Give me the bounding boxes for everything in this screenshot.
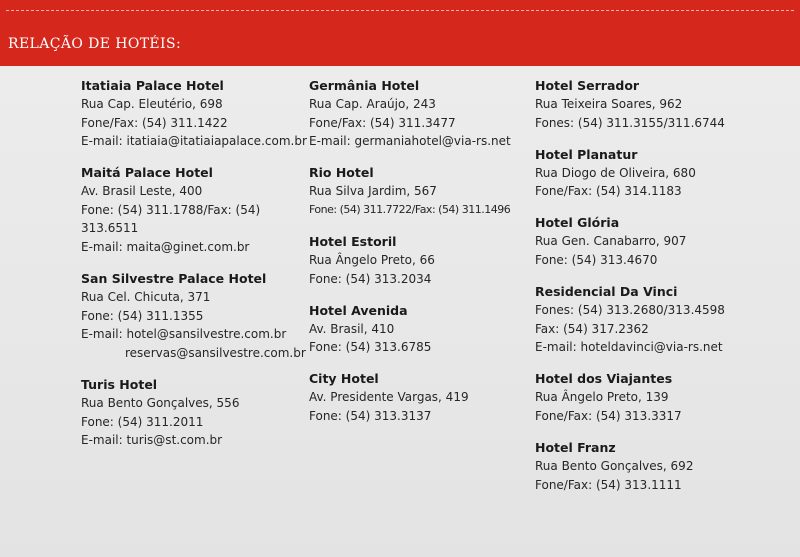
hotel-entry	[81, 163, 296, 256]
hotel-address: Rua Gen. Canabarro, 907	[535, 234, 687, 249]
hotel-phone: Fone: (54) 311.1788/Fax: (54) 313.6511	[81, 202, 261, 236]
hotel-name: Maitá Palace Hotel	[81, 165, 213, 181]
hotel-entry	[535, 145, 750, 201]
hotel-email: E-mail: germaniahotel@via-rs.net	[309, 134, 511, 149]
hotel-address: Rua Bento Gonçalves, 556	[81, 396, 240, 411]
hotel-address: Rua Cel. Chicuta, 371	[81, 290, 211, 305]
header-banner	[0, 0, 800, 66]
hotel-email: E-mail: hotel@sansilvestre.com.br	[81, 327, 287, 342]
hotel-entry	[309, 301, 524, 357]
page-title: RELAÇÃO DE HOTÉIS:	[8, 36, 182, 52]
hotel-phone: Fone/Fax: (54) 313.1111	[535, 477, 682, 492]
hotel-column-2	[309, 76, 524, 438]
hotel-entry	[309, 369, 524, 425]
hotel-phone: Fone: (54) 311.2011	[81, 414, 204, 429]
hotel-name: Hotel Glória	[535, 215, 620, 231]
hotel-email: E-mail: maita@ginet.com.br	[81, 240, 250, 255]
hotel-name: City Hotel	[309, 371, 379, 387]
hotel-name: Hotel dos Viajantes	[535, 371, 673, 387]
hotel-address: Rua Cap. Eleutério, 698	[81, 97, 223, 111]
hotel-entry	[535, 438, 750, 494]
hotel-name: Hotel Estoril	[309, 233, 397, 249]
hotel-phone: Fone: (54) 313.3137	[309, 408, 432, 423]
hotel-entry	[535, 282, 750, 357]
hotel-address: Av. Brasil, 410	[309, 321, 395, 336]
dashed-divider	[6, 10, 794, 11]
hotel-email-secondary: reservas@sansilvestre.com.br	[125, 345, 306, 360]
hotel-name: Hotel Avenida	[309, 302, 408, 318]
hotel-email: E-mail: itatiaia@itatiaiapalace.com.br	[81, 134, 307, 149]
hotel-name: San Silvestre Palace Hotel	[81, 271, 267, 287]
hotel-address: Av. Brasil Leste, 400	[81, 184, 203, 199]
hotel-address: Rua Cap. Araújo, 243	[309, 97, 436, 111]
hotel-entry	[309, 76, 524, 151]
hotel-entry	[535, 213, 750, 269]
hotel-column-1	[81, 76, 307, 462]
hotel-entry	[535, 369, 750, 425]
hotel-name: Turis Hotel	[81, 377, 158, 393]
hotel-name: Itatiaia Palace Hotel	[81, 78, 224, 93]
hotel-entry	[309, 163, 524, 219]
hotel-phone: Fone/Fax: (54) 314.1183	[535, 184, 682, 199]
hotel-name: Hotel Planatur	[535, 146, 638, 162]
hotel-phone: Fone: (54) 313.4670	[535, 252, 658, 267]
hotel-phone: Fone: (54) 311.7722/Fax: (54) 311.1496	[309, 202, 511, 216]
hotel-phone: Fones: (54) 311.3155/311.6744	[535, 115, 725, 130]
hotel-phone: Fone: (54) 313.6785	[309, 340, 432, 355]
hotel-address: Av. Presidente Vargas, 419	[309, 390, 469, 405]
hotel-address: Rua Bento Gonçalves, 692	[535, 459, 694, 474]
hotel-address: Rua Ângelo Preto, 139	[535, 390, 669, 405]
hotel-fax: Fax: (54) 317.2362	[535, 321, 649, 336]
hotel-phone: Fone/Fax: (54) 311.3477	[309, 115, 456, 130]
hotel-entry	[309, 232, 524, 288]
hotel-name: Rio Hotel	[309, 165, 374, 181]
hotel-email: E-mail: turis@st.com.br	[81, 433, 223, 448]
hotel-address: Rua Silva Jardim, 567	[309, 184, 437, 199]
hotel-email: E-mail: hoteldavinci@via-rs.net	[535, 340, 723, 355]
hotel-name: Hotel Franz	[535, 440, 616, 456]
hotel-address: Rua Ângelo Preto, 66	[309, 252, 435, 267]
hotel-address: Rua Diogo de Oliveira, 680	[535, 165, 696, 180]
hotel-entry	[81, 375, 296, 450]
hotel-entry	[81, 76, 307, 151]
hotel-name: Germânia Hotel	[309, 78, 420, 93]
hotel-phone: Fones: (54) 313.2680/313.4598	[535, 303, 725, 318]
hotel-phone: Fone: (54) 313.2034	[309, 271, 432, 286]
hotel-address: Rua Teixeira Soares, 962	[535, 97, 683, 111]
hotel-name: Hotel Serrador	[535, 78, 640, 93]
hotel-column-3	[535, 76, 750, 507]
hotel-entry	[81, 269, 306, 362]
hotel-name: Residencial Da Vinci	[535, 284, 678, 300]
hotel-entry	[535, 76, 750, 132]
hotel-phone: Fone/Fax: (54) 311.1422	[81, 115, 228, 130]
hotel-phone: Fone: (54) 311.1355	[81, 308, 204, 323]
hotel-phone: Fone/Fax: (54) 313.3317	[535, 408, 682, 423]
